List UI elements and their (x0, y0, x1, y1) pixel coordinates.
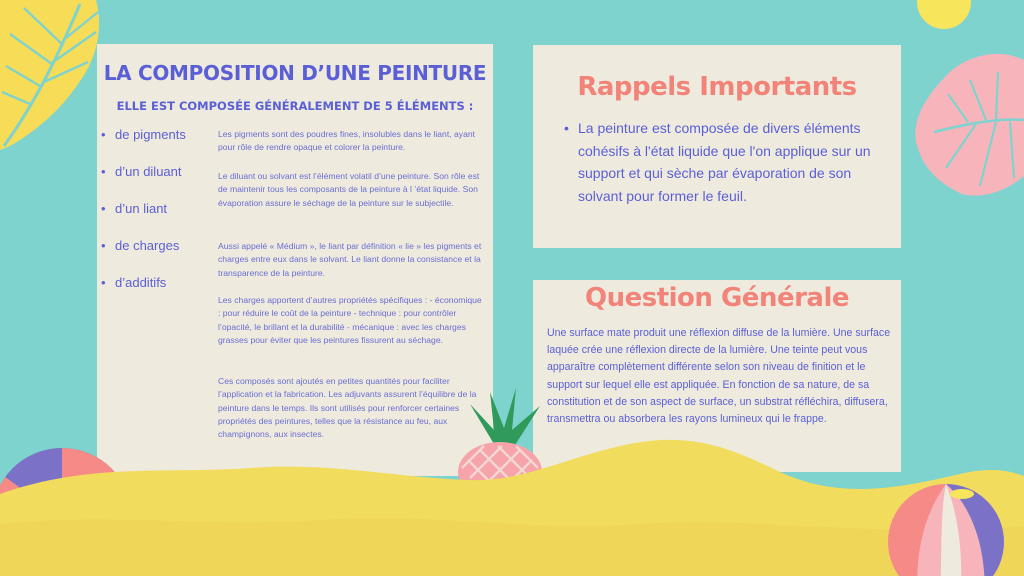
sand-dune (0, 428, 1024, 576)
component-label: de pigments (115, 127, 186, 142)
list-item (101, 164, 211, 179)
panel-subtitle: ELLE EST COMPOSÉE GÉNÉRALEMENT DE 5 ÉLÉMENTS : (116, 99, 474, 113)
component-label: d’additifs (115, 275, 167, 290)
component-description: Ces composés sont ajoutés en petites quantités pour faciliter l’application et la fabrication. Les adjuvants assurent l’équilibre de la peinture dans le temps. Ils sont utilisés pour renforcer certaines propriétés des peintures, telles que la résistance au feu, aux champignons, aux insectes. (218, 376, 477, 440)
bullet-glyph: • (101, 127, 106, 142)
question-text: Une surface mate produit une réflexion diffuse de la lumière. Une surface laquée crée une réflexion directe de la lumière. Une teinte peut vous apparaître complètement différente selon son niveau de finition et le support sur lequel elle est appliquée. En fonction de sa nature, de sa constitution et de son aspect de surface, un substrat réfléchira, diffusera, transmettra ou absorbera les rayons lumineux qui le frappe. (547, 327, 891, 426)
component-description: Le diluant ou solvant est l’élément volatil d’une peinture. Son rôle est de maintenir tous les composants de la peinture à l ’état liquide. Son évaporation assure le séchage de la peinture sur le subjectile. (218, 171, 480, 208)
list-item (564, 117, 896, 207)
list-item (101, 201, 211, 216)
component-label: d’un liant (115, 201, 168, 216)
bullet-glyph: • (101, 238, 106, 253)
beach-ball-icon (884, 484, 1010, 576)
palm-leaf-pink-icon (906, 50, 1024, 200)
bullet-glyph: • (564, 120, 569, 136)
reminders-panel (533, 45, 901, 248)
composition-panel (97, 44, 493, 476)
component-description: Les pigments sont des poudres fines, insolubles dans le liant, ayant pour rôle de rendre opaque et colorer la peinture. (218, 129, 476, 153)
bullet-glyph: • (101, 164, 106, 179)
component-label: de charges (115, 238, 180, 253)
panel-title: Question Générale (584, 283, 850, 313)
bullet-glyph: • (101, 201, 106, 216)
component-description: Aussi appelé « Médium », le liant par définition « lie » les pigments et charges entre eux dans le solvant. Le liant donne la consistance et la transparence de la peinture. (218, 241, 482, 278)
bullet-glyph: • (101, 275, 106, 290)
palm-leaf-yellow-icon (0, 0, 110, 150)
list-item (101, 127, 211, 142)
reminder-text: La peinture est composée de divers éléments cohésifs à l'état liquide que l'on applique sur un support et qui sèche par évaporation de son solvant pour former le feuil. (578, 120, 871, 204)
component-label: d’un diluant (115, 164, 182, 179)
panel-title: Rappels Importants (577, 72, 857, 102)
component-description: Les charges apportent d’autres propriétés spécifiques : - économique : pour réduire le coût de la peinture - technique : pour contrôler l’opacité, le brillant et la durabilité - mécanique : avec les charges grasses pour éviter que les peintures fissurent au séchage. (218, 295, 482, 345)
sun-icon (916, 0, 972, 30)
panel-title: LA COMPOSITION D’UNE PEINTURE (103, 61, 487, 85)
list-item (101, 275, 211, 290)
list-item (101, 238, 211, 253)
